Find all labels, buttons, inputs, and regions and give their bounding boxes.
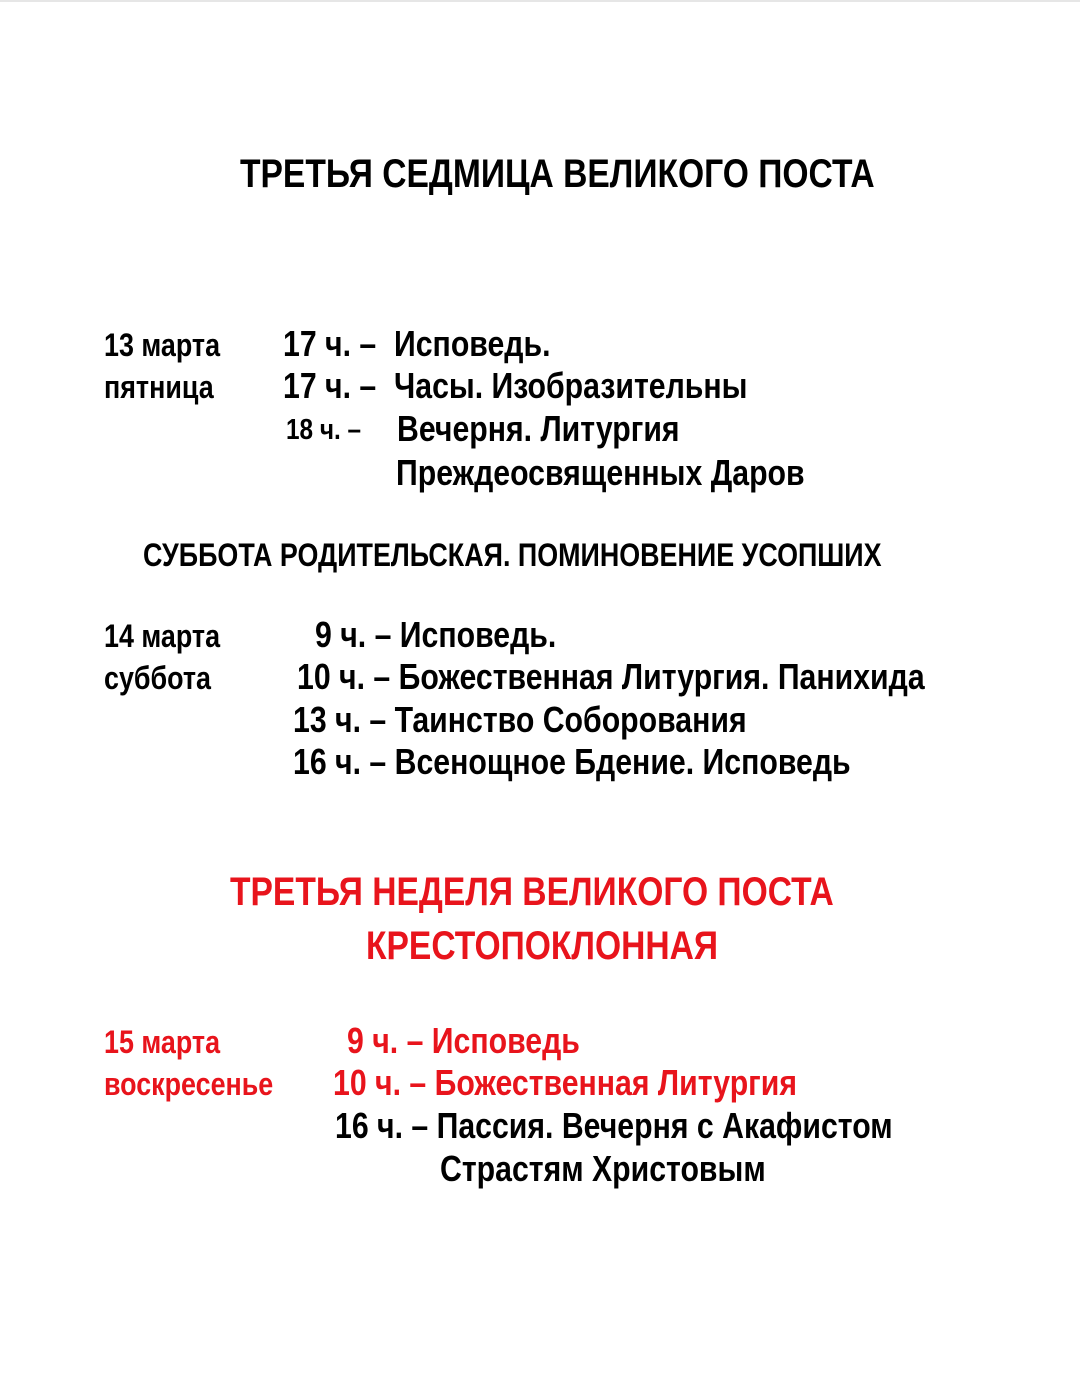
block2-event-1: 9 ч. – Исповедь. [315, 614, 557, 655]
block2-event-2: 10 ч. – Божественная Литургия. Панихида [297, 656, 925, 697]
block1-event-3-text: Вечерня. Литургия [397, 408, 680, 449]
block3-event-3-continued: Страстям Христовым [440, 1148, 766, 1189]
block3-event-1: 9 ч. – Исповедь [347, 1020, 580, 1061]
block1-date: 13 марта [104, 327, 221, 363]
block3-event-2: 10 ч. – Божественная Литургия [333, 1062, 798, 1103]
block3-weekday: воскресенье [104, 1066, 274, 1102]
block1-event-2-time: 17 ч. – [283, 365, 377, 406]
sunday-heading-line1: ТРЕТЬЯ НЕДЕЛЯ ВЕЛИКОГО ПОСТА [230, 870, 834, 914]
block2-date: 14 марта [104, 618, 221, 654]
block2-weekday: суббота [104, 660, 211, 696]
block1-event-2-text: Часы. Изобразительны [394, 365, 748, 406]
sunday-heading-line2: КРЕСТОПОКЛОННАЯ [366, 924, 719, 968]
block1-event-3-continued: Преждеосвященных Даров [396, 452, 805, 493]
saturday-heading: СУББОТА РОДИТЕЛЬСКАЯ. ПОМИНОВЕНИЕ УСОПШИХ [143, 537, 882, 573]
block1-event-1-text: Исповедь. [394, 323, 551, 364]
block1-event-1-time: 17 ч. – [283, 323, 377, 364]
block1-event-3-time: 18 ч. – [286, 414, 362, 446]
block2-event-3: 13 ч. – Таинство Соборования [293, 699, 747, 740]
block1-weekday: пятница [104, 369, 214, 405]
page-title: ТРЕТЬЯ СЕДМИЦА ВЕЛИКОГО ПОСТА [240, 152, 875, 196]
top-border [0, 0, 1080, 2]
block2-event-4: 16 ч. – Всенощное Бдение. Исповедь [293, 741, 851, 782]
block3-date: 15 марта [104, 1024, 221, 1060]
block3-event-3: 16 ч. – Пассия. Вечерня с Акафистом [335, 1105, 893, 1146]
